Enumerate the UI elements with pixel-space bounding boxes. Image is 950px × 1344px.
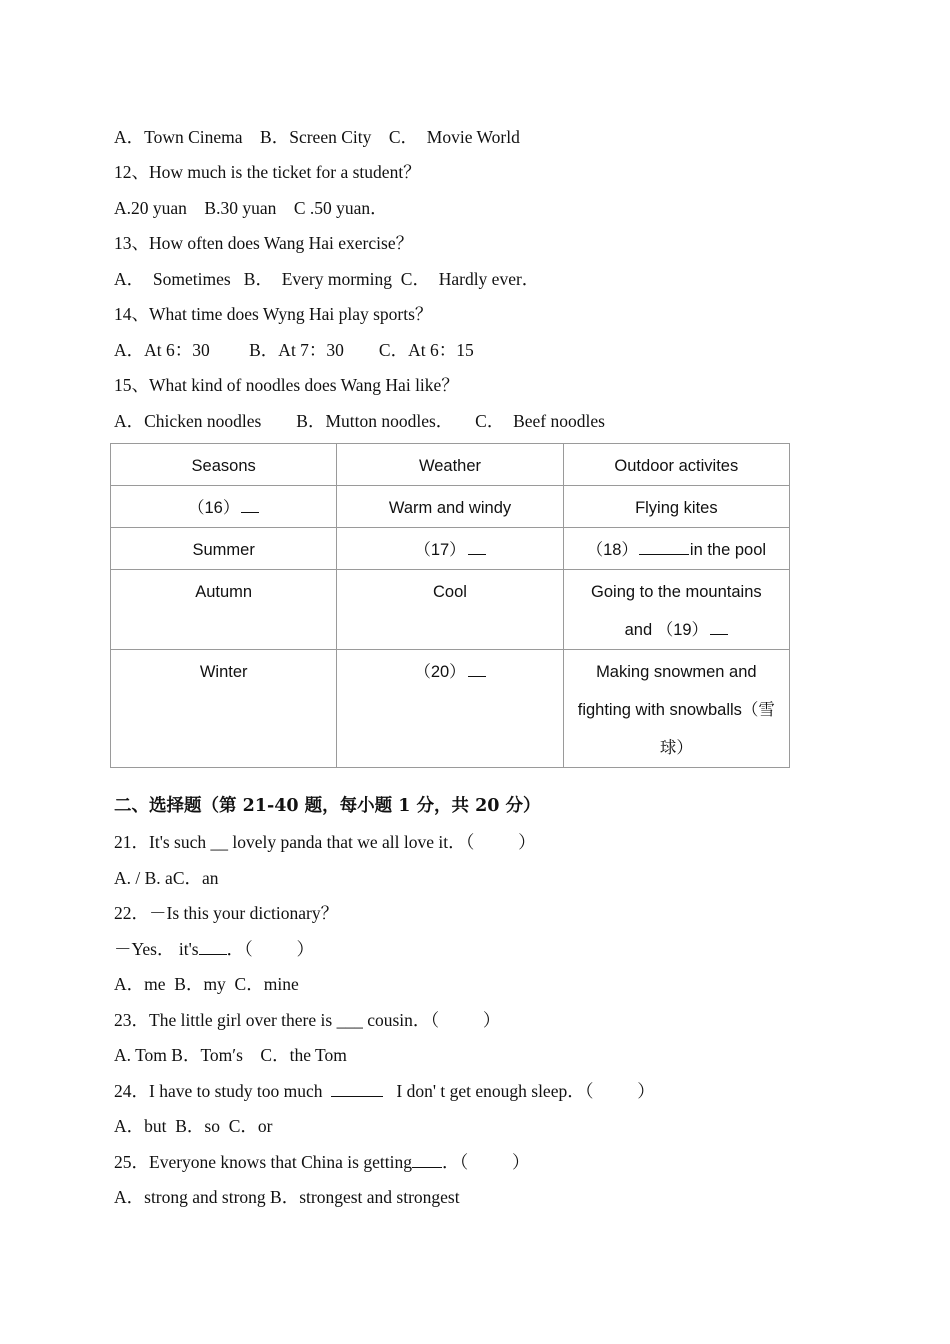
q12-question: 12、How much is the ticket for a student？ bbox=[114, 162, 421, 182]
section-title: 二、选择题（第 21-40 题，每小题 1 分，共 20 分） bbox=[114, 796, 541, 816]
table-header-row bbox=[111, 444, 790, 486]
cell-weather-20: （20） bbox=[337, 650, 563, 768]
q22-question: 22．－Is this your dictionary？ bbox=[114, 903, 339, 923]
cell-weather-spring: Warm and windy bbox=[337, 486, 563, 528]
cell-season-autumn: Autumn bbox=[111, 570, 337, 650]
q14-question: 14、What time does Wyng Hai play sports？ bbox=[114, 304, 433, 324]
q15-options: A．Chicken noodles B．Mutton noodles． C． Beef noodles bbox=[114, 411, 605, 431]
q15-question: 15、What kind of noodles does Wang Hai like？ bbox=[114, 375, 459, 395]
q13-question: 13、How often does Wang Hai exercise？ bbox=[114, 233, 414, 253]
table-row bbox=[111, 486, 790, 528]
table-row bbox=[111, 528, 790, 570]
q25-options: A．strong and strong B．strongest and strongest bbox=[114, 1187, 460, 1207]
cell-activity-19: Going to the mountains and （19） bbox=[563, 570, 789, 650]
q13-options: A． Sometimes B． Every morming C． Hardly ever． bbox=[114, 269, 540, 289]
q11-options: A．Town Cinema B．Screen City C． Movie World bbox=[114, 127, 520, 147]
seasons-table bbox=[110, 443, 790, 768]
q23-question: 23．The little girl over there is ___ cousin．（ ） bbox=[114, 1010, 501, 1030]
q24-question: 24．I have to study too much I don' t get enough sleep．（ ） bbox=[114, 1081, 655, 1101]
cell-weather-17: （17） bbox=[337, 528, 563, 570]
cell-activity-18: （18） in the pool bbox=[563, 528, 789, 570]
header-activities: Outdoor activites bbox=[563, 444, 789, 486]
table-row bbox=[111, 650, 790, 768]
cell-season-summer: Summer bbox=[111, 528, 337, 570]
q22-options: A．me B．my C．mine bbox=[114, 974, 299, 994]
cell-activity-spring: Flying kites bbox=[563, 486, 789, 528]
q21-question: 21．It's such __ lovely panda that we all love it．（ ） bbox=[114, 832, 536, 852]
cell-season-16: （16） bbox=[111, 486, 337, 528]
q25-question: 25．Everyone knows that China is getting ．（ ） bbox=[114, 1152, 530, 1172]
q14-options: A．At 6：30 B．At 7：30 C．At 6：15 bbox=[114, 340, 474, 360]
q23-options: A. Tom B．Tom′s C．the Tom bbox=[114, 1045, 347, 1065]
q22-answer: －Yes． it's ．（ ） bbox=[114, 939, 315, 959]
header-seasons: Seasons bbox=[111, 444, 337, 486]
header-weather: Weather bbox=[337, 444, 563, 486]
table-row bbox=[111, 570, 790, 650]
cell-activity-winter: Making snowmen and fighting with snowballs（雪 球） bbox=[563, 650, 789, 768]
cell-weather-autumn: Cool bbox=[337, 570, 563, 650]
q21-options: A. / B. aC．an bbox=[114, 868, 219, 888]
q24-options: A．but B．so C．or bbox=[114, 1116, 273, 1136]
q12-options: A.20 yuan B.30 yuan C .50 yuan． bbox=[114, 198, 388, 218]
cell-season-winter: Winter bbox=[111, 650, 337, 768]
